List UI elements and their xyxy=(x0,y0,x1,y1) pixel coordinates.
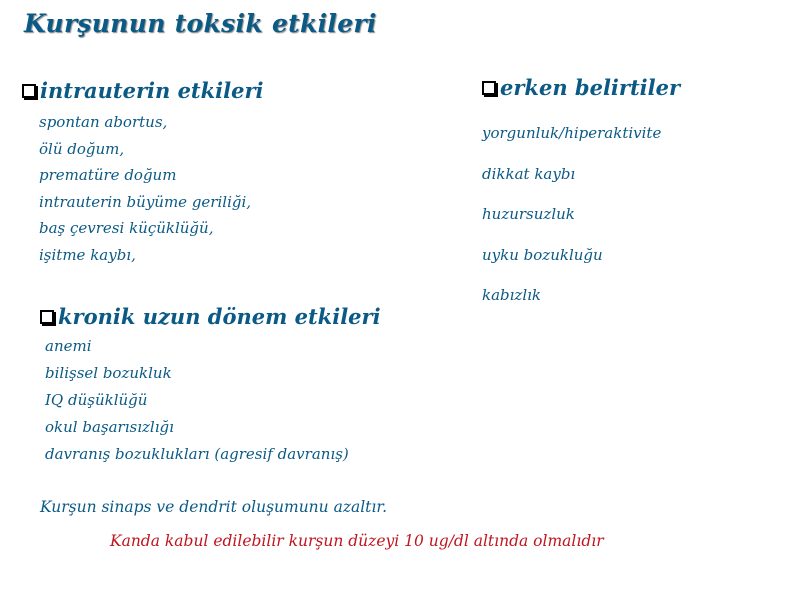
list-item: kabızlık xyxy=(482,286,542,304)
list-item: spontan abortus, xyxy=(39,113,168,131)
list-item: huzursuzluk xyxy=(482,205,575,223)
list-item: ölü doğum, xyxy=(39,139,125,158)
list-item: intrauterin büyüme geriliği, xyxy=(39,192,252,211)
list-item: bilişsel bozukluk xyxy=(45,364,172,382)
early-signs-heading xyxy=(482,75,680,100)
list-item: uyku bozukluğu xyxy=(482,245,603,264)
list-item: yorgunluk/hiperaktivite xyxy=(482,124,662,142)
list-item: davranış bozuklukları (agresif davranış) xyxy=(45,445,349,463)
early-signs-heading-text: erken belirtiler xyxy=(500,75,681,100)
list-item: IQ düşüklüğü xyxy=(45,391,148,409)
synapse-note: Kurşun sinaps ve dendrit oluşumunu azaltır. xyxy=(40,498,388,516)
slide-title: Kurşunun toksik etkileri xyxy=(24,9,377,38)
intrauterine-heading xyxy=(22,78,264,103)
list-item: anemi xyxy=(45,337,92,355)
intrauterine-list xyxy=(39,109,251,269)
list-item: baş çevresi küçüklüğü, xyxy=(39,219,214,238)
square-bullet-icon xyxy=(482,81,496,95)
early-signs-list xyxy=(482,113,661,316)
chronic-heading xyxy=(40,304,381,329)
list-item: işitme kaybı, xyxy=(39,245,136,264)
square-bullet-icon xyxy=(40,310,54,324)
list-item: prematüre doğum xyxy=(39,166,177,185)
list-item: okul başarısızlığı xyxy=(45,418,174,436)
intrauterine-heading-text: intrauterin etkileri xyxy=(40,78,264,103)
chronic-list xyxy=(45,333,349,468)
blood-level-note: Kanda kabul edilebilir kurşun düzeyi 10 ug/dl altında olmalıdır xyxy=(110,532,604,550)
list-item: dikkat kaybı xyxy=(482,164,576,183)
chronic-heading-text: kronik uzun dönem etkileri xyxy=(58,304,381,329)
square-bullet-icon xyxy=(22,84,36,98)
